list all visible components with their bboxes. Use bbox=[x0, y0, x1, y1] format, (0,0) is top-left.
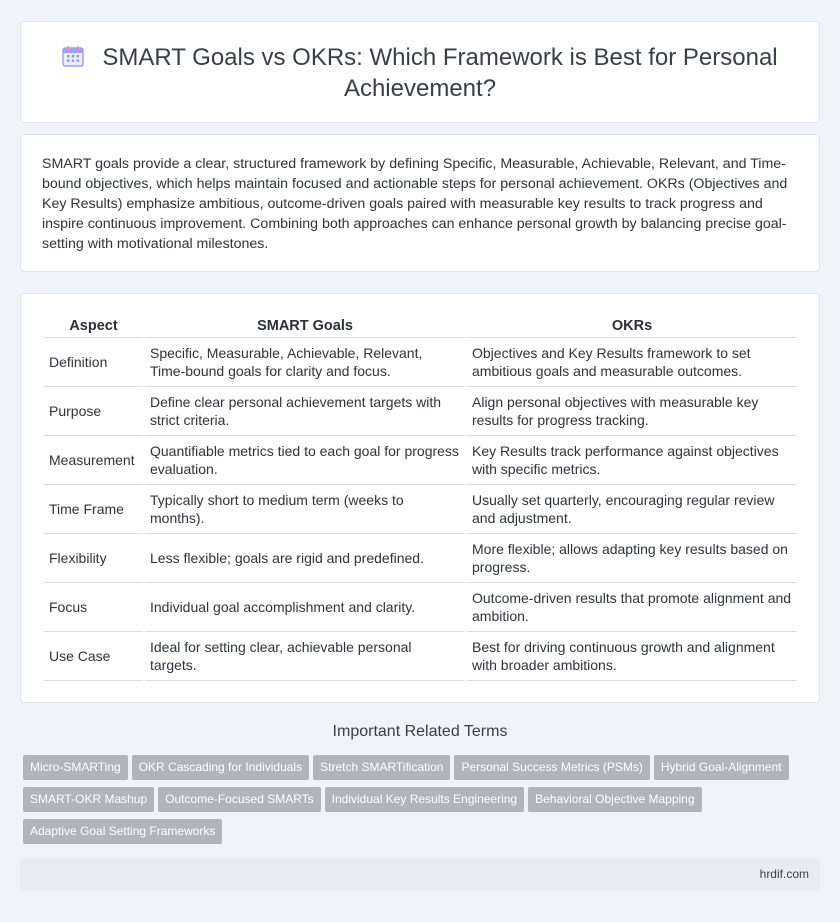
related-terms-heading: Important Related Terms bbox=[332, 723, 508, 740]
row-okr: Best for driving continuous growth and alignment with broader ambitions. bbox=[467, 632, 797, 681]
table-header-row bbox=[44, 314, 797, 338]
calendar-icon bbox=[62, 45, 84, 67]
row-aspect: Flexibility bbox=[44, 534, 143, 583]
header-aspect: Aspect bbox=[44, 314, 143, 338]
row-aspect: Purpose bbox=[44, 387, 143, 436]
related-term-tag[interactable]: Behavioral Objective Mapping bbox=[528, 787, 701, 812]
table-row bbox=[44, 534, 797, 583]
row-okr: Key Results track performance against objectives with specific metrics. bbox=[467, 436, 797, 485]
row-smart: Less flexible; goals are rigid and predefined. bbox=[145, 534, 465, 583]
related-term-tag[interactable]: OKR Cascading for Individuals bbox=[132, 755, 309, 780]
related-terms-list bbox=[23, 755, 823, 851]
related-term-tag[interactable]: Adaptive Goal Setting Frameworks bbox=[23, 819, 222, 844]
comparison-table bbox=[42, 314, 799, 681]
row-aspect: Time Frame bbox=[44, 485, 143, 534]
page-title bbox=[61, 42, 779, 104]
row-smart: Define clear personal achievement targets with strict criteria. bbox=[145, 387, 465, 436]
related-term-tag[interactable]: Individual Key Results Engineering bbox=[325, 787, 524, 812]
title-card bbox=[20, 21, 820, 123]
row-okr: Objectives and Key Results framework to set ambitious goals and measurable outcomes. bbox=[467, 338, 797, 387]
table-row bbox=[44, 632, 797, 681]
table-row bbox=[44, 338, 797, 387]
table-row bbox=[44, 436, 797, 485]
row-aspect: Use Case bbox=[44, 632, 143, 681]
row-okr: Outcome-driven results that promote alignment and ambition. bbox=[467, 583, 797, 632]
table-row bbox=[44, 485, 797, 534]
related-term-tag[interactable]: Stretch SMARTification bbox=[313, 755, 450, 780]
row-smart: Quantifiable metrics tied to each goal for progress evaluation. bbox=[145, 436, 465, 485]
related-term-tag[interactable]: SMART-OKR Mashup bbox=[23, 787, 154, 812]
intro-card bbox=[20, 134, 820, 272]
row-smart: Ideal for setting clear, achievable personal targets. bbox=[145, 632, 465, 681]
comparison-card bbox=[20, 293, 820, 703]
row-okr: Align personal objectives with measurable key results for progress tracking. bbox=[467, 387, 797, 436]
intro-paragraph: SMART goals provide a clear, structured framework by defining Specific, Measurable, Achievable, Relevant, and Time-bound objectives, which helps maintain focused and actionable steps for personal achievement. OKRs (Objectives and Key Results) emphasize ambitious, outcome-driven goals paired with measurable key results to track progress and inspire continuous improvement. Combining both approaches can enhance personal growth by balancing precise goal-setting with motivational milestones. bbox=[42, 156, 788, 252]
header-okrs: OKRs bbox=[467, 314, 797, 338]
row-smart: Specific, Measurable, Achievable, Relevant, Time-bound goals for clarity and focus. bbox=[145, 338, 465, 387]
related-term-tag[interactable]: Micro-SMARTing bbox=[23, 755, 128, 780]
related-term-tag[interactable]: Hybrid Goal-Alignment bbox=[654, 755, 789, 780]
row-okr: More flexible; allows adapting key results based on progress. bbox=[467, 534, 797, 583]
row-smart: Individual goal accomplishment and clarity. bbox=[145, 583, 465, 632]
related-term-tag[interactable]: Personal Success Metrics (PSMs) bbox=[454, 755, 649, 780]
row-aspect: Measurement bbox=[44, 436, 143, 485]
table-row bbox=[44, 583, 797, 632]
row-aspect: Definition bbox=[44, 338, 143, 387]
row-smart: Typically short to medium term (weeks to months). bbox=[145, 485, 465, 534]
table-row bbox=[44, 387, 797, 436]
related-term-tag[interactable]: Outcome-Focused SMARTs bbox=[158, 787, 321, 812]
page-title-text: SMART Goals vs OKRs: Which Framework is Best for Personal Achievement? bbox=[102, 44, 778, 102]
footer bbox=[20, 858, 820, 891]
header-smart-goals: SMART Goals bbox=[145, 314, 465, 338]
footer-site-link[interactable]: hrdif.com bbox=[759, 867, 809, 881]
row-okr: Usually set quarterly, encouraging regular review and adjustment. bbox=[467, 485, 797, 534]
row-aspect: Focus bbox=[44, 583, 143, 632]
